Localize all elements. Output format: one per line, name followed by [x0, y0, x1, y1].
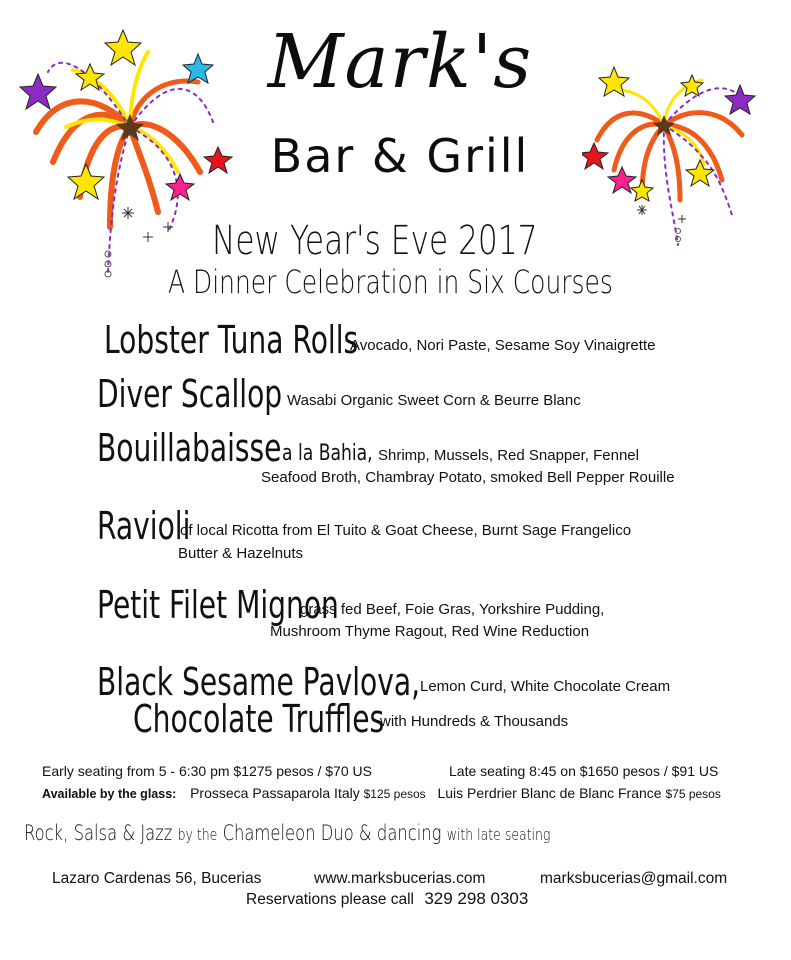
- address: Lazaro Cardenas 56, Bucerias: [52, 870, 262, 887]
- course-description: Avocado, Nori Paste, Sesame Soy Vinaigrette: [350, 337, 656, 354]
- wine-2-price: $75 pesos: [665, 787, 721, 801]
- course-name: Ravioli: [97, 504, 191, 548]
- course-name: Lobster Tuna Rolls: [104, 318, 359, 362]
- wine-1-price: $125 pesos: [363, 787, 426, 801]
- event-title: New Year's Eve 2017: [212, 218, 538, 264]
- course-description: Wasabi Organic Sweet Corn & Beurre Blanc: [287, 392, 581, 409]
- course-name: Petit Filet Mignon: [97, 583, 339, 627]
- late-seating: Late seating 8:45 on $1650 pesos / $91 US: [449, 763, 719, 779]
- course-description: Shrimp, Mussels, Red Snapper, Fennel: [378, 447, 639, 464]
- course-name: Black Sesame Pavlova,: [97, 660, 421, 704]
- restaurant-subtitle: Bar & Grill: [270, 129, 530, 183]
- entertainment-genres: Rock, Salsa & Jazz: [24, 821, 173, 845]
- course-description: with Hundreds & Thousands: [380, 713, 569, 730]
- reservations-label: Reservations please call: [246, 891, 415, 908]
- restaurant-name: Mark's: [267, 19, 533, 105]
- wine-by-glass: [42, 784, 721, 803]
- course-description-continued: Butter & Hazelnuts: [178, 545, 304, 562]
- wine-2: Luis Perdrier Blanc de Blanc France: [437, 785, 662, 801]
- early-seating: Early seating from 5 - 6:30 pm $1275 pesos / $70 US: [42, 763, 372, 779]
- wine-1: Prosseca Passaparola Italy: [190, 785, 360, 801]
- reservations: [246, 889, 528, 910]
- course-description: grass fed Beef, Foie Gras, Yorkshire Pudding,: [300, 601, 605, 618]
- course-description: Lemon Curd, White Chocolate Cream: [420, 678, 671, 695]
- event-subtitle: A Dinner Celebration in Six Courses: [168, 263, 613, 301]
- course-description-continued: Seafood Broth, Chambray Potato, smoked Bell Pepper Rouille: [261, 469, 675, 486]
- phone-number[interactable]: 329 298 0303: [424, 889, 529, 908]
- course-description-continued: Mushroom Thyme Ragout, Red Wine Reduction: [270, 623, 590, 640]
- course-name: Diver Scallop: [97, 372, 283, 416]
- band-name: Chameleon Duo: [222, 821, 354, 845]
- course-name: Chocolate Truffles: [133, 697, 385, 741]
- website-link[interactable]: www.marksbucerias.com: [314, 870, 486, 887]
- email-link[interactable]: marksbucerias@gmail.com: [540, 870, 728, 887]
- fireworks-right-illustration: [582, 55, 772, 260]
- course-description: of local Ricotta from El Tuito & Goat Cheese, Burnt Sage Frangelico: [180, 522, 632, 539]
- entertainment-line: Rock, Salsa & Jazz by the Chameleon Duo & dancing with late seating: [24, 821, 551, 845]
- wine-label: Available by the glass:: [42, 787, 177, 801]
- course-name: Bouillabaisse: [97, 426, 282, 470]
- course-qualifier: a la Bahia,: [282, 441, 373, 466]
